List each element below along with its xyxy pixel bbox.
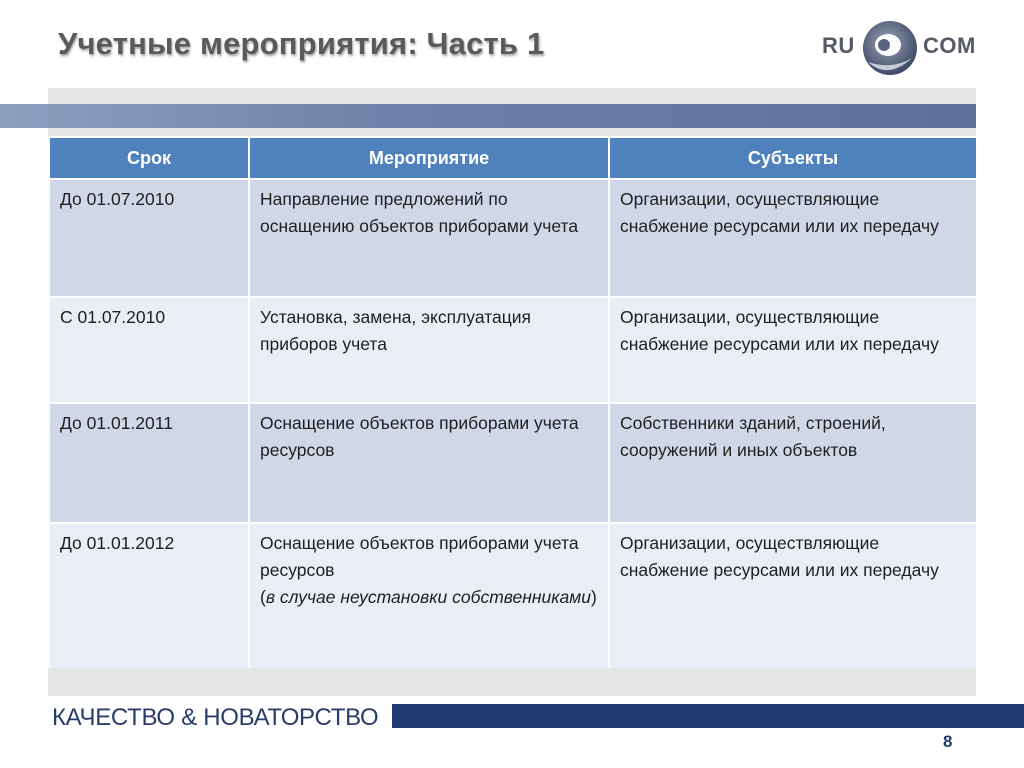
activity-text: Оснащение объектов приборами учета ресурсов xyxy=(260,533,579,580)
cell-term: До 01.01.2011 xyxy=(49,403,249,523)
table-row xyxy=(49,403,977,523)
tagline-ampersand: & xyxy=(181,704,197,731)
cell-subjects: Организации, осуществляющие снабжение ресурсами или их передачу xyxy=(609,297,977,403)
footer-tagline xyxy=(52,704,378,732)
header-subjects: Субъекты xyxy=(609,137,977,179)
header-term: Срок xyxy=(49,137,249,179)
blue-accent-band xyxy=(0,104,976,128)
tagline-part2: НОВАТОРСТВО xyxy=(203,704,379,731)
page-number: 8 xyxy=(943,732,953,751)
cell-term: С 01.07.2010 xyxy=(49,297,249,403)
bottom-gray-band xyxy=(48,668,976,696)
slide-title: Учетные мероприятия: Часть 1 xyxy=(58,26,545,61)
cell-activity: Установка, замена, эксплуатация приборов учета xyxy=(249,297,609,403)
top-gray-band xyxy=(48,88,976,104)
table-row xyxy=(49,297,977,403)
cell-subjects: Организации, осуществляющие снабжение ресурсами или их передачу xyxy=(609,523,977,671)
footer-navy-bar xyxy=(392,704,1024,728)
cell-term: До 01.07.2010 xyxy=(49,179,249,297)
company-logo xyxy=(820,18,980,80)
logo-left-text: RU xyxy=(822,33,855,58)
cell-subjects: Организации, осуществляющие снабжение ресурсами или их передачу xyxy=(609,179,977,297)
logo-right-text: COM xyxy=(923,33,976,58)
activity-note: в случае неустановки собственниками xyxy=(265,587,591,607)
table-row xyxy=(49,523,977,671)
cell-activity xyxy=(249,523,609,671)
table-row xyxy=(49,179,977,297)
cell-activity: Направление предложений по оснащению объектов приборами учета xyxy=(249,179,609,297)
cell-term: До 01.01.2012 xyxy=(49,523,249,671)
note-open-paren: ( xyxy=(260,587,266,607)
tagline-part1: КАЧЕСТВО xyxy=(52,704,175,731)
header-activity: Мероприятие xyxy=(249,137,609,179)
cell-subjects: Собственники зданий, строений, сооружений и иных объектов xyxy=(609,403,977,523)
top-gray-band-lower xyxy=(48,128,976,136)
table-header-row xyxy=(49,137,977,179)
note-close-paren: ) xyxy=(591,587,597,607)
cell-activity: Оснащение объектов приборами учета ресурсов xyxy=(249,403,609,523)
logo-swirl-icon xyxy=(858,18,922,80)
activities-table xyxy=(48,136,978,672)
